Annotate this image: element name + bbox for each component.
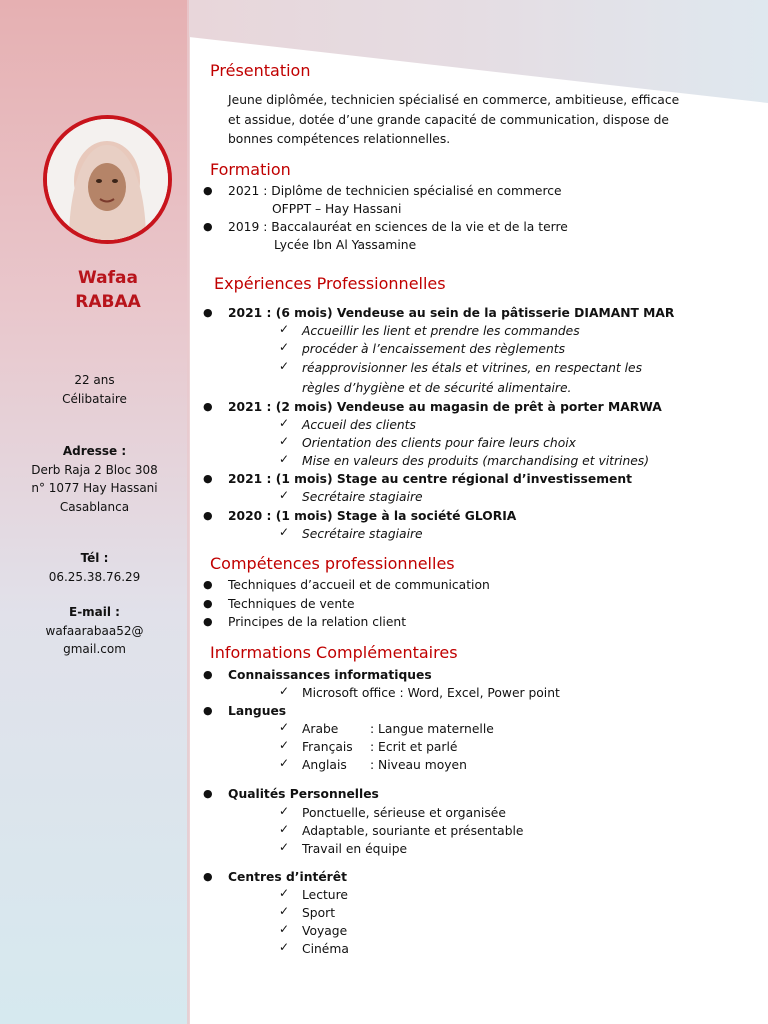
language-name: Français [302,740,353,754]
language-name: Arabe [302,722,339,736]
quality-item: Ponctuelle, sérieuse et organisée [302,806,506,820]
check-icon: ✓ [279,804,290,818]
job-task: Secrétaire stagiaire [302,527,423,541]
interest-item: Cinéma [302,942,349,956]
presentation-line: Jeune diplômée, technicien spécialisé en commerce, ambitieuse, efficace [228,93,680,107]
bullet-icon: ● [203,787,213,800]
info-label: Qualités Personnelles [228,787,379,801]
phone-block [0,549,189,586]
bullet-icon: ● [203,597,213,610]
language-level: : Ecrit et parlé [370,740,458,754]
job-task: règles d’hygiène et de sécurité alimentaire. [302,381,572,395]
check-icon: ✓ [279,756,290,770]
header-banner [0,0,768,105]
check-icon: ✓ [279,525,290,539]
check-icon: ✓ [279,738,290,752]
check-icon: ✓ [279,904,290,918]
bullet-icon: ● [203,306,213,319]
language-level: : Langue maternelle [370,722,494,736]
check-icon: ✓ [279,886,290,900]
bullet-icon: ● [203,509,213,522]
check-icon: ✓ [279,359,290,373]
check-icon: ✓ [279,840,290,854]
age: 22 ans [74,373,115,387]
address-label: Adresse : [62,444,127,458]
profile-photo [43,115,172,244]
last-name: RABAA [75,292,141,312]
check-icon: ✓ [279,452,290,466]
first-name: Wafaa [78,268,138,288]
job-task: procéder à l’encaissement des règlements [302,342,565,356]
job-task: Accueil des clients [302,418,416,432]
check-icon: ✓ [279,322,290,336]
job-task: Mise en valeurs des produits (marchandising et vitrines) [302,454,650,468]
check-icon: ✓ [279,720,290,734]
presentation-text [228,91,687,150]
info-item: Microsoft office : Word, Excel, Power point [302,686,560,700]
marital-status: Célibataire [62,391,127,406]
bullet-icon: ● [203,400,213,413]
job-heading: 2021 : (2 mois) Vendeuse au magasin de prêt à porter MARWA [228,400,662,414]
section-title-formation: Formation [210,160,291,179]
personal-info [0,371,189,408]
check-icon: ✓ [279,684,290,698]
job-heading: 2021 : (1 mois) Stage au centre régional d’investissement [228,472,632,486]
section-title-infos: Informations Complémentaires [210,643,458,662]
check-icon: ✓ [279,416,290,430]
bullet-icon: ● [203,668,213,681]
formation-item: 2019 : Baccalauréat en sciences de la vie et de la terre [228,220,568,234]
check-icon: ✓ [279,340,290,354]
competence-item: Principes de la relation client [228,615,407,629]
formation-school: Lycée Ibn Al Yassamine [274,238,417,252]
candidate-name [0,266,216,314]
check-icon: ✓ [279,488,290,502]
job-heading: 2020 : (1 mois) Stage à la société GLORIA [228,509,517,523]
bullet-icon: ● [203,870,213,883]
check-icon: ✓ [279,822,290,836]
section-title-competences: Compétences professionnelles [210,554,455,573]
competence-item: Techniques de vente [228,597,355,611]
phone-label: Tél : [80,551,109,565]
language-level: : Niveau moyen [370,758,467,772]
bullet-icon: ● [203,220,213,233]
email-label: E-mail : [69,605,120,619]
language-name: Anglais [302,758,347,772]
job-heading: 2021 : (6 mois) Vendeuse au sein de la pâtisserie DIAMANT MAR [228,306,675,320]
bullet-icon: ● [203,704,213,717]
job-task: Secrétaire stagiaire [302,490,423,504]
email-block [0,603,189,659]
bullet-icon: ● [203,578,213,591]
address-line: Derb Raja 2 Bloc 308 [31,462,158,477]
info-label: Connaissances informatiques [228,668,432,682]
address-line: n° 1077 Hay Hassani [31,481,158,495]
email-address: wafaarabaa52@ [45,623,144,638]
section-title-presentation: Présentation [210,61,311,80]
bullet-icon: ● [203,184,213,197]
quality-item: Travail en équipe [302,842,408,856]
info-label: Langues [228,704,287,718]
presentation-line: bonnes compétences relationnelles. [228,132,451,146]
address-block [0,442,189,516]
check-icon: ✓ [279,922,290,936]
job-task: Orientation des clients pour faire leurs choix [302,436,576,450]
job-task: réapprovisionner les étals et vitrines, en respectant les [302,361,643,375]
check-icon: ✓ [279,434,290,448]
job-task: Accueillir les lient et prendre les commandes [302,324,580,338]
presentation-line: et assidue, dotée d’une grande capacité de communication, dispose de [228,112,669,127]
info-label: Centres d’intérêt [228,870,347,884]
formation-school: OFPPT – Hay Hassani [272,202,402,216]
section-title-experiences: Expériences Professionnelles [214,274,446,293]
formation-item: 2021 : Diplôme de technicien spécialisé en commerce [228,184,562,198]
phone-number: 06.25.38.76.29 [48,569,141,584]
interest-item: Sport [302,906,336,920]
check-icon: ✓ [279,940,290,954]
bullet-icon: ● [203,472,213,485]
interest-item: Voyage [302,924,348,938]
quality-item: Adaptable, souriante et présentable [302,824,524,838]
email-address: gmail.com [63,642,126,656]
competence-item: Techniques d’accueil et de communication [228,578,490,592]
address-line: Casablanca [59,499,130,514]
bullet-icon: ● [203,615,213,628]
interest-item: Lecture [302,888,348,902]
